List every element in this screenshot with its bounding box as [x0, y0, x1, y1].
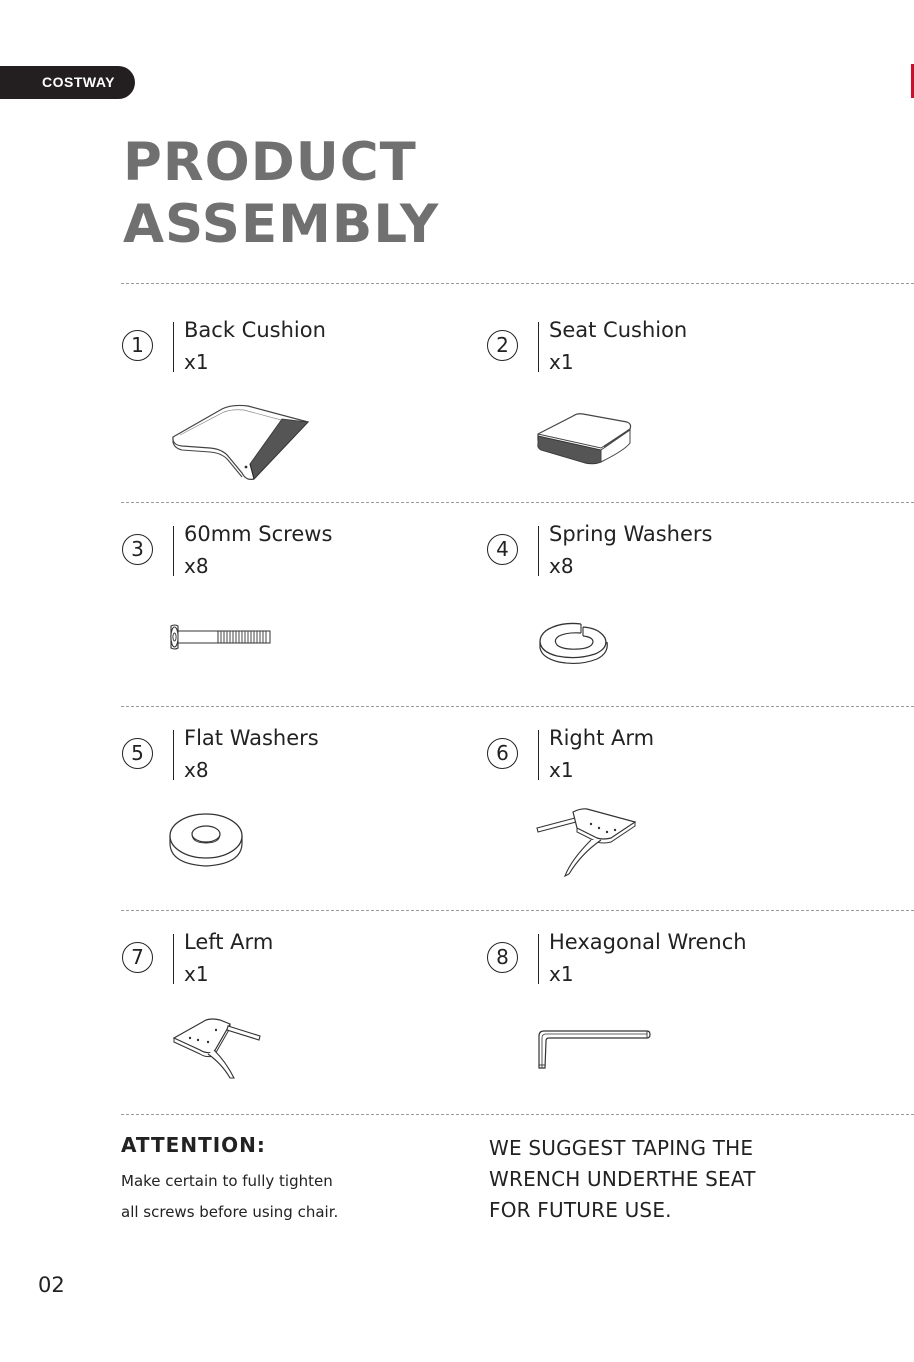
part-quantity: x8 — [549, 554, 574, 578]
part-name: Seat Cushion — [549, 318, 688, 342]
suggestion-line-2: WRENCH UNDERTHE SEAT — [489, 1167, 756, 1191]
right-arm-icon — [535, 806, 641, 880]
hex-wrench-icon — [535, 1028, 653, 1072]
divider — [121, 283, 914, 284]
part-name: Flat Washers — [184, 726, 319, 750]
left-arm-icon — [172, 1016, 264, 1082]
suggestion-line-1: WE SUGGEST TAPING THE — [489, 1136, 754, 1160]
attention-heading: ATTENTION: — [121, 1133, 266, 1157]
part-quantity: x1 — [184, 350, 209, 374]
part-item-back-cushion — [122, 318, 482, 512]
divider — [121, 502, 914, 503]
part-divider — [538, 526, 539, 576]
divider — [121, 910, 914, 911]
part-name: Spring Washers — [549, 522, 713, 546]
part-name: Left Arm — [184, 930, 274, 954]
part-number: 6 — [487, 738, 518, 769]
part-name: Back Cushion — [184, 318, 326, 342]
page-number: 02 — [38, 1273, 65, 1297]
spring-washer-icon — [537, 618, 613, 666]
part-divider — [538, 322, 539, 372]
part-quantity: x8 — [184, 554, 209, 578]
part-divider — [538, 934, 539, 984]
part-quantity: x8 — [184, 758, 209, 782]
attention-text-line-2: all screws before using chair. — [121, 1203, 339, 1221]
part-quantity: x1 — [549, 350, 574, 374]
title-line-2: ASSEMBLY — [123, 194, 440, 255]
screw-icon — [168, 622, 276, 652]
suggestion-line-3: FOR FUTURE USE. — [489, 1198, 672, 1222]
back-cushion-icon — [170, 404, 312, 480]
part-name: 60mm Screws — [184, 522, 333, 546]
part-number: 5 — [122, 738, 153, 769]
part-divider — [173, 322, 174, 372]
part-item-right-arm — [487, 726, 847, 920]
part-name: Hexagonal Wrench — [549, 930, 747, 954]
part-number: 8 — [487, 942, 518, 973]
part-number: 1 — [122, 330, 153, 361]
part-quantity: x1 — [549, 962, 574, 986]
part-item-hex-wrench — [487, 930, 847, 1124]
part-number: 7 — [122, 942, 153, 973]
part-divider — [173, 934, 174, 984]
title-line-1: PRODUCT — [123, 132, 417, 193]
part-item-screws — [122, 522, 482, 716]
part-number: 3 — [122, 534, 153, 565]
seat-cushion-icon — [535, 410, 633, 468]
part-divider — [538, 730, 539, 780]
part-quantity: x1 — [184, 962, 209, 986]
part-quantity: x1 — [549, 758, 574, 782]
part-number: 4 — [487, 534, 518, 565]
brand-logo: COSTWAY — [0, 66, 135, 99]
flat-washer-icon — [168, 810, 246, 870]
part-item-left-arm — [122, 930, 482, 1124]
part-number: 2 — [487, 330, 518, 361]
part-item-spring-washers — [487, 522, 847, 716]
part-divider — [173, 730, 174, 780]
divider — [121, 1114, 914, 1115]
part-name: Right Arm — [549, 726, 655, 750]
attention-text-line-1: Make certain to fully tighten — [121, 1172, 333, 1190]
part-item-seat-cushion — [487, 318, 847, 512]
part-item-flat-washers — [122, 726, 482, 920]
divider — [121, 706, 914, 707]
part-divider — [173, 526, 174, 576]
page-title — [123, 132, 439, 256]
